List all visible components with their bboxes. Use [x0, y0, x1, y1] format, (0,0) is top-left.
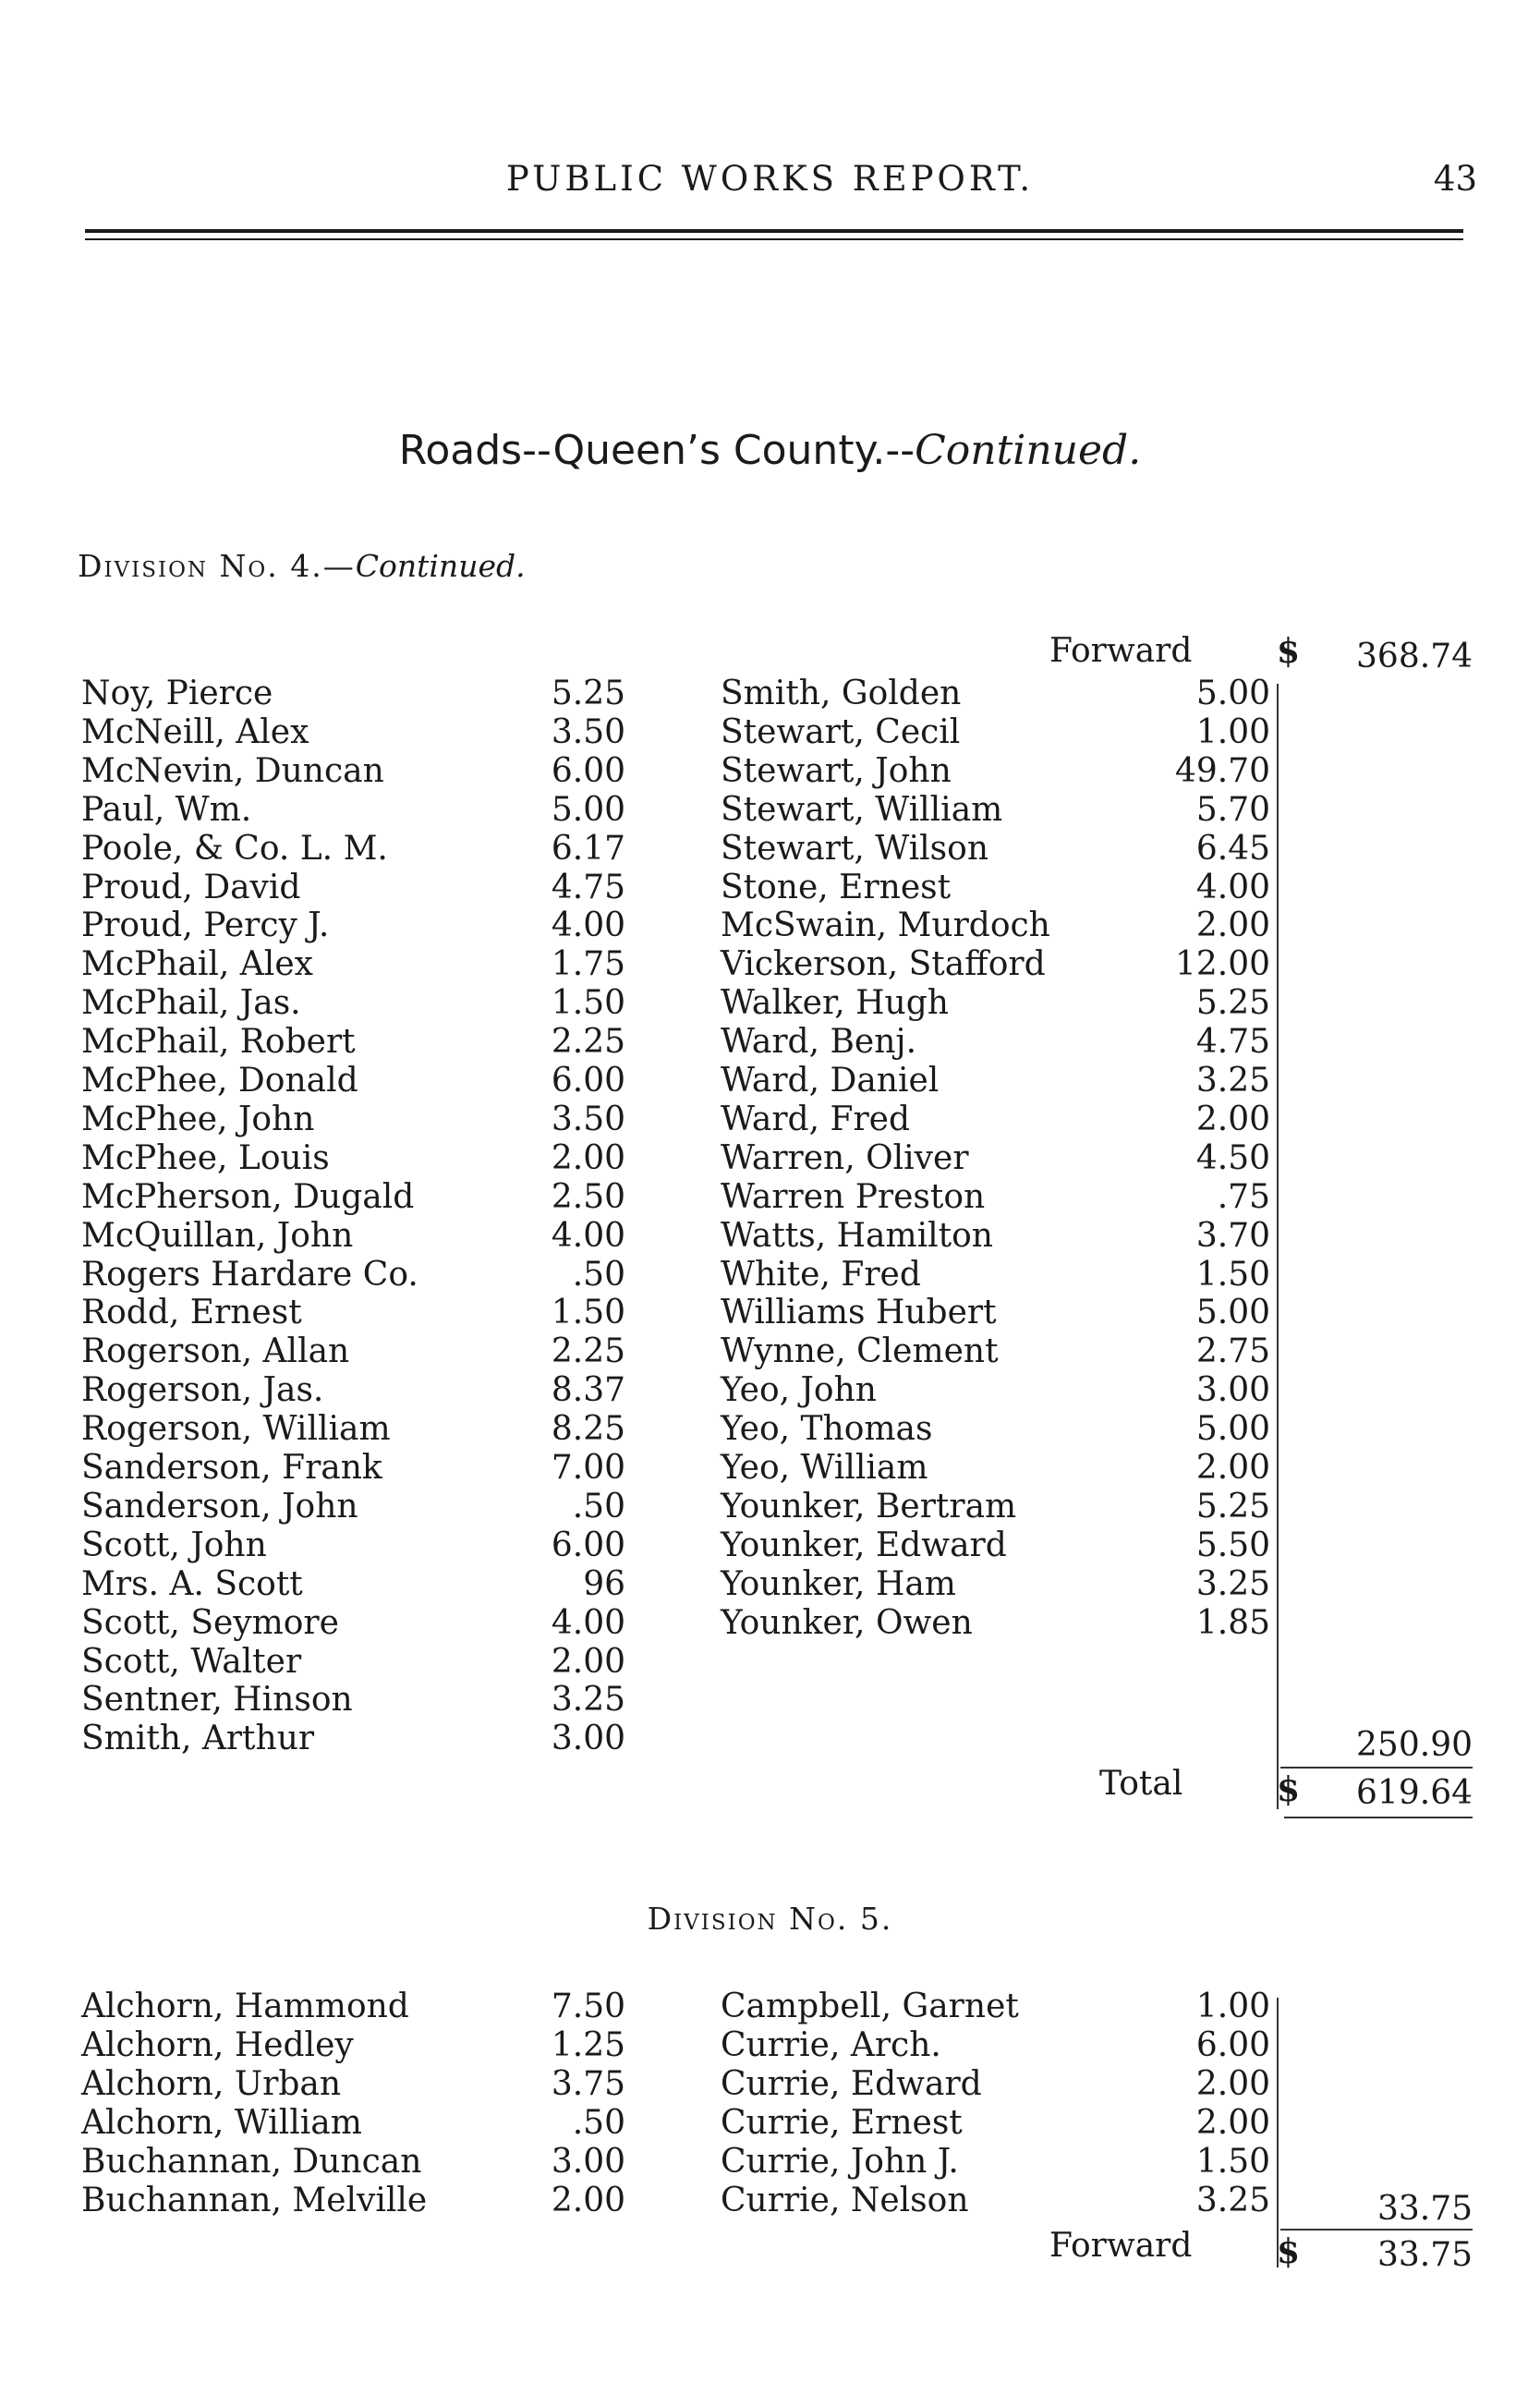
- entry-name: McNeill, Alex: [81, 712, 309, 751]
- entry-name: Stewart, William: [721, 790, 1003, 829]
- entry-name: Scott, Walter: [81, 1642, 302, 1681]
- entry-amount: 3.50: [551, 712, 625, 751]
- division-4-heading: [78, 548, 526, 584]
- entry-name: McPhee, Donald: [81, 1062, 358, 1100]
- entry-name: Campbell, Garnet: [721, 1988, 1019, 2025]
- subtotal-rule: [1280, 1767, 1473, 1769]
- entry-amount: .50: [572, 1255, 625, 1294]
- entry-amount: 1.50: [551, 1294, 625, 1332]
- total-dollar-sign: $: [1277, 1770, 1301, 1809]
- entry-name: Rogerson, Allan: [81, 1332, 350, 1371]
- division-4-column-rule: [1277, 684, 1279, 1809]
- entry-name: Stewart, Cecil: [721, 712, 961, 751]
- entry-amount: .50: [572, 2104, 625, 2142]
- entry-amount: 4.75: [1195, 1023, 1270, 1062]
- entry-amount: 5.00: [551, 790, 625, 829]
- entry-name: Walker, Hugh: [721, 984, 949, 1023]
- entry-amount: 6.00: [1195, 2026, 1270, 2064]
- entry-name: Sentner, Hinson: [81, 1681, 353, 1720]
- section-title: [0, 427, 1540, 474]
- entry-name: Currie, Arch.: [721, 2026, 941, 2064]
- entry-amount: 1.25: [551, 2026, 625, 2064]
- entry-amount: 7.00: [551, 1449, 625, 1487]
- entry-name: Scott, Seymore: [81, 1603, 339, 1642]
- entry-name: Currie, Nelson: [721, 2182, 969, 2219]
- entry-amount: 2.25: [551, 1332, 625, 1371]
- entry-name: Yeo, Thomas: [721, 1410, 933, 1449]
- entry-name: McNevin, Duncan: [81, 751, 384, 790]
- entry-amount: 5.50: [1195, 1526, 1270, 1564]
- entry-name: McPhail, Alex: [81, 945, 313, 984]
- entry-amount: 1.00: [1195, 712, 1270, 751]
- entry-name: Ward, Daniel: [721, 1062, 940, 1100]
- entry-name: Stewart, Wilson: [721, 829, 989, 868]
- entry-amount: 5.00: [1195, 1410, 1270, 1449]
- entry-name: Currie, Edward: [721, 2065, 982, 2103]
- entry-amount: 3.70: [1195, 1216, 1270, 1255]
- entry-amount: 3.25: [551, 1681, 625, 1720]
- entry-name: Smith, Golden: [721, 675, 962, 712]
- entry-name: Smith, Arthur: [81, 1720, 315, 1758]
- entry-name: Stewart, John: [721, 751, 952, 790]
- entry-name: Currie, Ernest: [721, 2104, 963, 2142]
- entry-name: Warren, Oliver: [721, 1138, 969, 1177]
- forward-amount: 368.74: [1356, 638, 1473, 675]
- entry-name: Watts, Hamilton: [721, 1216, 993, 1255]
- entry-amount: 6.17: [551, 829, 625, 868]
- entry-name: Noy, Pierce: [81, 675, 273, 712]
- entry-name: Younker, Owen: [721, 1603, 973, 1642]
- entry-amount: 4.00: [551, 906, 625, 945]
- entry-amount: 3.00: [1195, 1371, 1270, 1410]
- entry-name: Sanderson, John: [81, 1487, 358, 1526]
- entry-amount: 2.00: [1195, 2065, 1270, 2103]
- entry-amount: 3.25: [1195, 1062, 1270, 1100]
- entry-amount: 8.37: [551, 1371, 625, 1410]
- entry-amount: 2.75: [1195, 1332, 1270, 1371]
- entry-amount: 3.75: [551, 2065, 625, 2103]
- header-rule-thick: [85, 229, 1463, 233]
- division-5-subtotal-rule: [1280, 2229, 1473, 2231]
- entry-name: Younker, Bertram: [721, 1487, 1017, 1526]
- entry-name: Yeo, William: [721, 1449, 928, 1487]
- entry-amount: 2.00: [1195, 1100, 1270, 1138]
- entry-name: Rogerson, William: [81, 1410, 391, 1449]
- entry-name: Poole, & Co. L. M.: [81, 829, 388, 868]
- section-title-continued: Continued.: [915, 427, 1142, 474]
- entry-name: Buchannan, Melville: [81, 2182, 428, 2219]
- entry-name: Williams Hubert: [721, 1294, 997, 1332]
- division-5-forward-amount: 33.75: [1376, 2236, 1473, 2274]
- entry-amount: 4.00: [551, 1216, 625, 1255]
- total-rule: [1284, 1817, 1473, 1818]
- entry-amount: 7.50: [551, 1988, 625, 2025]
- division-4-subtotal: 250.90: [1356, 1726, 1473, 1764]
- entry-amount: 6.45: [1195, 829, 1270, 868]
- entry-name: Scott, John: [81, 1526, 267, 1564]
- entry-name: Younker, Ham: [721, 1564, 956, 1603]
- entry-amount: 3.00: [551, 1720, 625, 1758]
- entry-name: Ward, Benj.: [721, 1023, 917, 1062]
- entry-name: McPhee, Louis: [81, 1138, 330, 1177]
- entry-amount: 1.50: [1195, 2143, 1270, 2181]
- entry-amount: 2.50: [551, 1177, 625, 1216]
- division-4-total: 619.64: [1356, 1774, 1473, 1812]
- header-rule-thin: [85, 238, 1463, 240]
- entry-amount: 1.75: [551, 945, 625, 984]
- entry-name: McQuillan, John: [81, 1216, 354, 1255]
- entry-name: Younker, Edward: [721, 1526, 1007, 1564]
- entry-name: McPhail, Jas.: [81, 984, 301, 1023]
- entry-amount: 96: [583, 1564, 625, 1603]
- entry-amount: 3.50: [551, 1100, 625, 1138]
- entry-amount: 1.50: [551, 984, 625, 1023]
- entry-amount: 4.00: [551, 1603, 625, 1642]
- forward-label: Forward: [1049, 632, 1193, 670]
- entry-name: Currie, John J.: [721, 2143, 959, 2181]
- entry-name: Ward, Fred: [721, 1100, 911, 1138]
- entry-name: Alchorn, William: [81, 2104, 362, 2142]
- entry-name: McPhee, John: [81, 1100, 315, 1138]
- entry-amount: 6.00: [551, 1062, 625, 1100]
- division-5-label: Division No. 5.: [647, 1901, 893, 1937]
- division-5-column-rule: [1277, 1998, 1279, 2267]
- entry-amount: 4.50: [1195, 1138, 1270, 1177]
- running-head: PUBLIC WORKS REPORT.: [505, 159, 1035, 199]
- entry-amount: 2.00: [551, 1642, 625, 1681]
- entry-name: Alchorn, Urban: [81, 2065, 342, 2103]
- entry-name: Wynne, Clement: [721, 1332, 999, 1371]
- entry-amount: 8.25: [551, 1410, 625, 1449]
- entry-name: Warren Preston: [721, 1177, 986, 1216]
- entry-amount: 2.00: [1195, 1449, 1270, 1487]
- entry-amount: 5.00: [1195, 1294, 1270, 1332]
- entry-amount: 3.25: [1195, 2182, 1270, 2219]
- entry-amount: 12.00: [1174, 945, 1270, 984]
- entry-amount: 6.00: [551, 1526, 625, 1564]
- entry-amount: 4.00: [1195, 868, 1270, 906]
- entry-name: Stone, Ernest: [721, 868, 952, 906]
- entry-name: Alchorn, Hammond: [81, 1988, 409, 2025]
- entry-amount: 49.70: [1174, 751, 1270, 790]
- entry-name: Alchorn, Hedley: [81, 2026, 354, 2064]
- page-number: 43: [1433, 159, 1477, 199]
- entry-name: Vickerson, Stafford: [721, 945, 1046, 984]
- entry-name: Mrs. A. Scott: [81, 1564, 303, 1603]
- division-5-heading: [0, 1901, 1540, 1937]
- entry-amount: 1.00: [1195, 1988, 1270, 2025]
- entry-amount: 2.00: [551, 1138, 625, 1177]
- entry-name: Proud, David: [81, 868, 301, 906]
- entry-amount: 5.70: [1195, 790, 1270, 829]
- entry-name: Sanderson, Frank: [81, 1449, 382, 1487]
- division-5-subtotal: 33.75: [1376, 2190, 1473, 2228]
- division-4-continued: Continued.: [355, 548, 526, 584]
- entry-amount: 4.75: [551, 868, 625, 906]
- entry-amount: 6.00: [551, 751, 625, 790]
- entry-name: Rogers Hardare Co.: [81, 1255, 418, 1294]
- section-title-main: Roads--Queen’s County.--: [398, 427, 916, 474]
- entry-amount: 5.25: [1195, 984, 1270, 1023]
- division-5-forward-dollar-sign: $: [1277, 2232, 1301, 2271]
- entry-name: Rogerson, Jas.: [81, 1371, 324, 1410]
- entry-amount: 3.00: [551, 2143, 625, 2181]
- entry-name: White, Fred: [721, 1255, 921, 1294]
- entry-amount: 1.50: [1195, 1255, 1270, 1294]
- entry-name: Rodd, Ernest: [81, 1294, 302, 1332]
- entry-amount: 3.25: [1195, 1564, 1270, 1603]
- entry-amount: 5.25: [551, 675, 625, 712]
- entry-amount: 1.85: [1195, 1603, 1270, 1642]
- entry-amount: .50: [572, 1487, 625, 1526]
- entry-amount: 5.00: [1195, 675, 1270, 712]
- entry-name: McPherson, Dugald: [81, 1177, 415, 1216]
- entry-name: Proud, Percy J.: [81, 906, 330, 945]
- entry-amount: .75: [1217, 1177, 1270, 1216]
- total-label: Total: [1099, 1765, 1183, 1803]
- entry-name: McSwain, Murdoch: [721, 906, 1050, 945]
- entry-name: McPhail, Robert: [81, 1023, 356, 1062]
- division-4-label: Division No. 4.—: [78, 548, 356, 584]
- entry-name: Paul, Wm.: [81, 790, 252, 829]
- entry-amount: 2.00: [1195, 906, 1270, 945]
- entry-amount: 2.00: [1195, 2104, 1270, 2142]
- entry-amount: 5.25: [1195, 1487, 1270, 1526]
- division-5-forward-label: Forward: [1049, 2227, 1193, 2265]
- entry-name: Yeo, John: [721, 1371, 877, 1410]
- forward-dollar-sign: $: [1277, 632, 1301, 671]
- entry-amount: 2.25: [551, 1023, 625, 1062]
- entry-name: Buchannan, Duncan: [81, 2143, 422, 2181]
- entry-amount: 2.00: [551, 2182, 625, 2219]
